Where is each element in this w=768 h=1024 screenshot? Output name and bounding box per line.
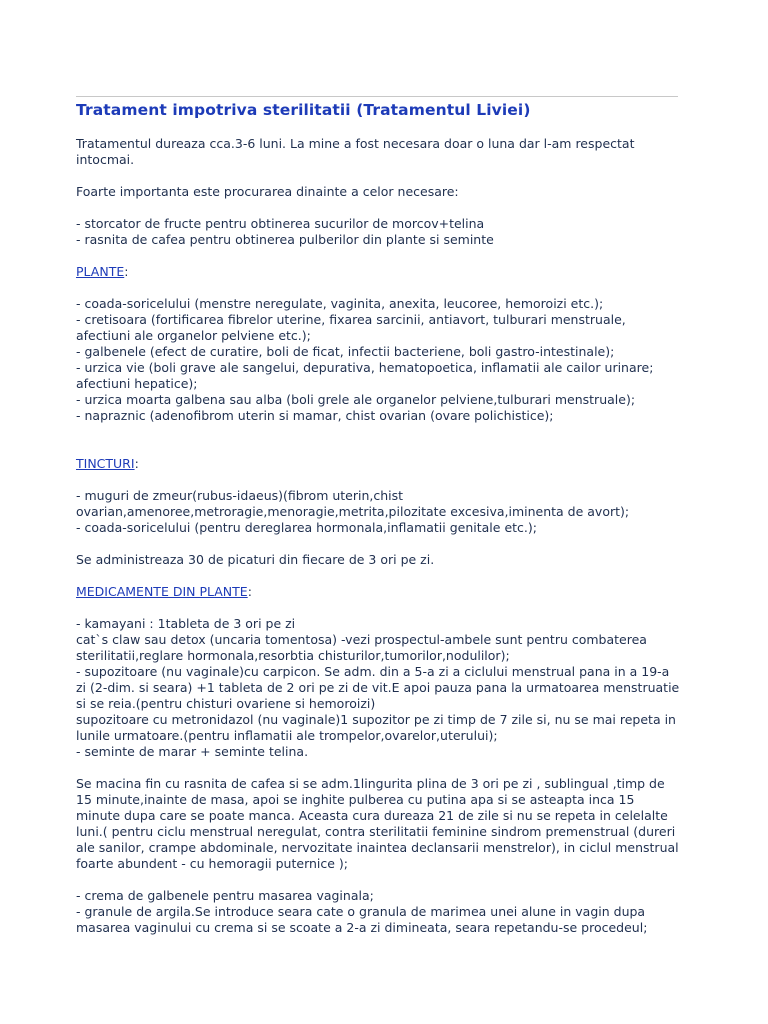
list-item: - urzica moarta galbena sau alba (boli grele ale organelor pelviene,tulburari menstruale);: [76, 392, 636, 407]
list-item: cat`s claw sau detox (uncaria tomentosa) -vezi prospectul-ambele sunt pentru combaterea sterilitatii,reglare hormonala,resorbtia chisturilor,tumorilor,nodulilor);: [76, 632, 647, 663]
extra-list: [76, 888, 680, 936]
medicamente-link[interactable]: MEDICAMENTE DIN PLANTE: [76, 584, 248, 599]
tools-list: [76, 216, 680, 248]
top-divider: [76, 96, 678, 97]
page-title: Tratament impotriva sterilitatii (Tratamentul Liviei): [76, 101, 531, 119]
intro-paragraph: Tratamentul dureaza cca.3-6 luni. La mine a fost necesara doar o luna dar l-am respectat intocmai.: [76, 136, 635, 167]
tincturi-list: [76, 488, 680, 536]
preparation-paragraph: Se macina fin cu rasnita de cafea si se adm.1lingurita plina de 3 ori pe zi , sublingual ,timp de 15 minute,inainte de masa, apoi se inghite pulberea cu putina apa si se asteapta inca 15 minute dupa care se poate manca. Aceasta cura dureaza 21 de zile si nu se repeta in celelalte luni.( pentru ciclu menstrual neregulat, contra sterilitatii feminine sindrom premenstrual (dureri ale sanilor, crampe abdominale, nervozitate inaintea declansarii menstrelor), in ciclul menstrual foarte abundent - cu hemoragii puternice );: [76, 776, 679, 871]
tincturi-link[interactable]: TINCTURI: [76, 456, 135, 471]
tincturi-dosage: Se administreaza 30 de picaturi din fiecare de 3 ori pe zi.: [76, 552, 435, 567]
medicamente-list: [76, 616, 680, 760]
list-item: - coada-soricelului (menstre neregulate, vaginita, anexita, leucoree, hemoroizi etc.);: [76, 296, 604, 311]
list-item: - rasnita de cafea pentru obtinerea pulberilor din plante si seminte: [76, 232, 494, 247]
list-item: - cretisoara (fortificarea fibrelor uterine, fixarea sarcinii, antiavort, tulburari menstruale, afectiuni ale organelor pelviene etc.);: [76, 312, 626, 343]
list-item: - urzica vie (boli grave ale sangelui, depurativa, hematopoetica, inflamatii ale cailor urinare; afectiuni hepatice);: [76, 360, 654, 391]
list-item: - muguri de zmeur(rubus-idaeus)(fibrom uterin,chist ovarian,amenoree,metroragie,menoragie,metrita,pilozitate excesiva,iminenta de avort);: [76, 488, 630, 519]
section-heading-plante: PLANTE:: [76, 264, 129, 279]
list-item: - crema de galbenele pentru masarea vaginala;: [76, 888, 374, 903]
section-heading-medicamente: MEDICAMENTE DIN PLANTE:: [76, 584, 252, 599]
list-item: supozitoare cu metronidazol (nu vaginale)1 supozitor pe zi timp de 7 zile si, nu se mai repeta in lunile urmatoare.(pentru inflamatii ale trompelor,ovarelor,uterului);: [76, 712, 676, 743]
list-item: - seminte de marar + seminte telina.: [76, 744, 309, 759]
plante-link[interactable]: PLANTE: [76, 264, 125, 279]
list-item: - supozitoare (nu vaginale)cu carpicon. Se adm. din a 5-a zi a ciclului menstrual pana in a 19-a zi (2-dim. si seara) +1 tableta de 2 ori pe zi de vit.E apoi pauza pana la urmatoarea menstruatie si se reia.(pentru chisturi ovariene si hemoroizi): [76, 664, 680, 711]
list-item: - coada-soricelului (pentru dereglarea hormonala,inflamatii genitale etc.);: [76, 520, 537, 535]
list-item: - kamayani : 1tableta de 3 ori pe zi: [76, 616, 296, 631]
intro-paragraph: Foarte importanta este procurarea dinainte a celor necesare:: [76, 184, 459, 199]
list-item: - storcator de fructe pentru obtinerea sucurilor de morcov+telina: [76, 216, 485, 231]
list-item: - granule de argila.Se introduce seara cate o granula de marimea unei alune in vagin dupa masarea vaginului cu crema si se scoate a 2-a zi dimineata, seara repetandu-se procedeul;: [76, 904, 648, 935]
plante-list: [76, 296, 680, 424]
document-body: [76, 136, 680, 952]
section-heading-tincturi: TINCTURI:: [76, 456, 139, 471]
list-item: - galbenele (efect de curatire, boli de ficat, infectii bacteriene, boli gastro-intestinale);: [76, 344, 615, 359]
spacer: [76, 440, 680, 456]
list-item: - napraznic (adenofibrom uterin si mamar, chist ovarian (ovare polichistice);: [76, 408, 554, 423]
